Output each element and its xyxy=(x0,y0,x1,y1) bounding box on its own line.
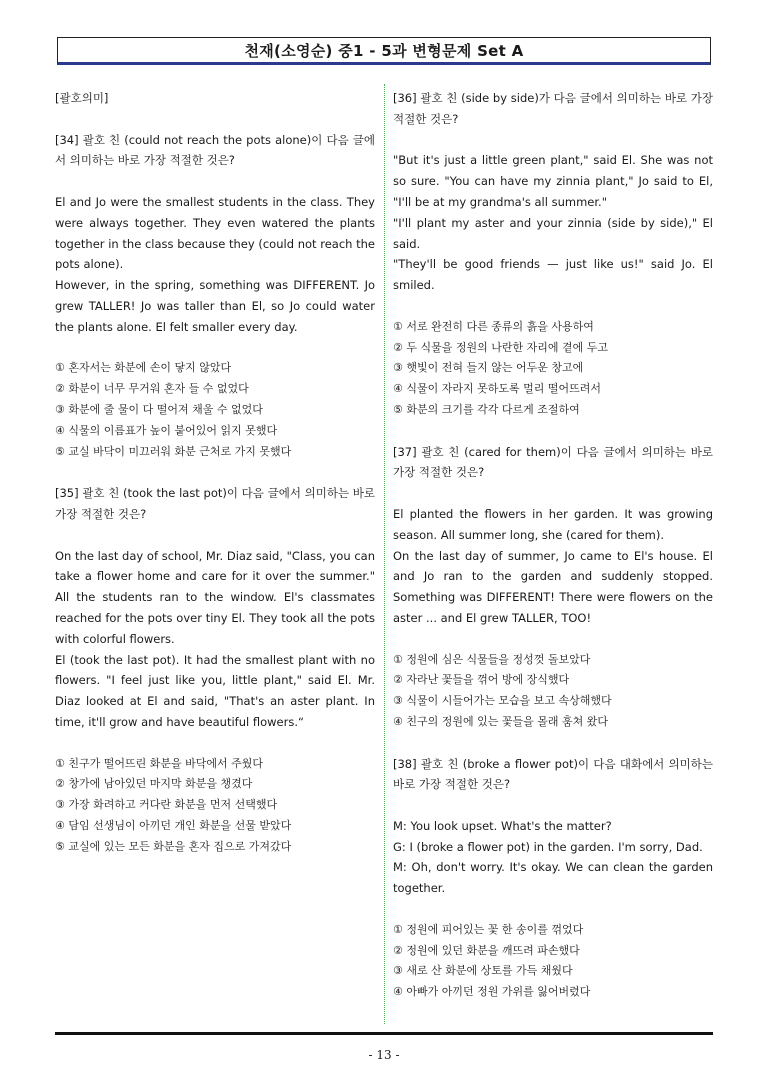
q36-passage-1: "But it's just a little green plant," said El. She was not so sure. "You can have my zinnia plant," Jo said to El, "I'll be at my grandma's all summer." xyxy=(393,153,713,209)
q35-option-2: ② 창가에 남아있던 마지막 화분을 챙겼다 xyxy=(55,777,253,791)
q37-question: [37] 괄호 친 (cared for them)이 다음 글에서 의미하는 바로 가장 적절한 것은? xyxy=(393,444,713,480)
q36-passage-2: "I'll plant my aster and your zinnia (side by side)," El said. xyxy=(393,215,713,251)
q35-question: [35] 괄호 친 (took the last pot)이 다음 글에서 의미하는 바로 가장 적절한 것은? xyxy=(55,486,375,521)
q38-passage-3: M: Oh, don't worry. It's okay. We can clean the garden together. xyxy=(393,860,713,896)
q36-option-2: ② 두 식물을 정원의 나란한 자리에 곁에 두고 xyxy=(393,340,608,354)
q34-option-3: ③ 화분에 줄 물이 다 떨어져 채울 수 없었다 xyxy=(55,402,263,416)
left-column xyxy=(55,88,375,857)
column-divider xyxy=(384,84,385,1024)
q36-option-1: ① 서로 완전히 다른 종류의 흙을 사용하여 xyxy=(393,319,594,333)
q37-passage-2: On the last day of summer, Jo came to El's house. El and Jo ran to the garden and suddenly stopped. Something was DIFFERENT! There were flowers on the aster ... and El grew TALLER, TOO! xyxy=(393,548,713,625)
q34-option-2: ② 화분이 너무 무거워 혼자 들 수 없었다 xyxy=(55,382,249,396)
q38-option-1: ① 정원에 피어있는 꽃 한 송이를 꺾었다 xyxy=(393,922,584,936)
q38-option-3: ③ 새로 산 화분에 상토를 가득 채웠다 xyxy=(393,964,573,978)
page-number: - 13 - xyxy=(368,1048,400,1062)
q37-option-2: ② 자라난 꽃들을 꺾어 방에 장식했다 xyxy=(393,673,570,687)
section-label: [괄호의미] xyxy=(55,91,109,105)
q37-option-3: ③ 식물이 시들어가는 모습을 보고 속상해했다 xyxy=(393,694,612,708)
q34-question: [34] 괄호 친 (could not reach the pots alone)이 다음 글에서 의미하는 바로 가장 적절한 것은? xyxy=(55,132,375,168)
q37-option-1: ① 정원에 심은 식물들을 정성껏 돌보았다 xyxy=(393,652,591,666)
right-column xyxy=(393,88,713,1003)
q34-passage-2: However, in the spring, something was DIFFERENT. Jo grew TALLER! Jo was taller than El, so Jo could water the plants alone. El felt smaller every day. xyxy=(55,278,375,334)
q36-option-5: ⑤ 화분의 크기를 각각 다르게 조절하여 xyxy=(393,402,580,416)
q38-passage-1: M: You look upset. What's the matter? xyxy=(393,818,612,833)
q34-option-5: ⑤ 교실 바닥이 미끄러워 화분 근처로 가지 못했다 xyxy=(55,444,292,458)
q37-option-4: ④ 친구의 정원에 있는 꽃들을 몰래 훔쳐 왔다 xyxy=(393,714,608,728)
q35-option-4: ④ 담임 선생님이 아끼던 개인 화분을 선물 받았다 xyxy=(55,818,292,832)
q34-passage-1: El and Jo were the smallest students in the class. They were always together. They even watered the plants together in the class because they (could not reach the pots alone). xyxy=(55,194,375,272)
q36-passage-3: "They'll be good friends — just like us!" said Jo. El smiled. xyxy=(393,257,713,293)
q35-passage-2: El (took the last pot). It had the smallest plant with no flowers. "I feel just like you, little plant," said El. Mr. Diaz looked at El and said, "That's an aster plant. In time, it'll grow and have beautiful flowers.“ xyxy=(55,652,375,729)
page-title xyxy=(57,37,711,65)
q36-option-3: ③ 햇빛이 전혀 들지 않는 어두운 창고에 xyxy=(393,361,584,375)
q38-question: [38] 괄호 친 (broke a flower pot)이 다음 대화에서 의미하는 바로 가장 적절한 것은? xyxy=(393,756,713,792)
page-title-text: 천재(소영순) 중1 - 5과 변형문제 Set A xyxy=(244,41,524,60)
q38-option-2: ② 정원에 있던 화분을 깨뜨려 파손했다 xyxy=(393,943,580,957)
q37-passage-1: El planted the flowers in her garden. It was growing season. All summer long, she (cared for them). xyxy=(393,506,713,542)
q35-passage-1: On the last day of school, Mr. Diaz said, "Class, you can take a flower home and care for it over the summer." All the students ran to the window. El's classmates reached for the pots over tiny El. They took all the pots with colorful flowers. xyxy=(55,548,375,646)
q38-option-4: ④ 아빠가 아끼던 정원 가위를 잃어버렸다 xyxy=(393,985,591,999)
footer-rule xyxy=(55,1032,713,1035)
q35-option-1: ① 친구가 떨어뜨린 화분을 바닥에서 주웠다 xyxy=(55,756,263,770)
q36-question: [36] 괄호 친 (side by side)가 다음 글에서 의미하는 바로 가장 적절한 것은? xyxy=(393,91,713,126)
q38-passage-2: G: I (broke a flower pot) in the garden. I'm sorry, Dad. xyxy=(393,839,703,854)
q34-option-1: ① 혼자서는 화분에 손이 닿지 않았다 xyxy=(55,361,232,375)
q34-option-4: ④ 식물의 이름표가 높이 붙어있어 읽지 못했다 xyxy=(55,423,278,437)
q36-option-4: ④ 식물이 자라지 못하도록 멀리 떨어뜨려서 xyxy=(393,382,601,396)
q35-option-5: ⑤ 교실에 있는 모든 화분을 혼자 집으로 가져갔다 xyxy=(55,839,292,853)
q35-option-3: ③ 가장 화려하고 커다란 화분을 먼저 선택했다 xyxy=(55,798,278,812)
